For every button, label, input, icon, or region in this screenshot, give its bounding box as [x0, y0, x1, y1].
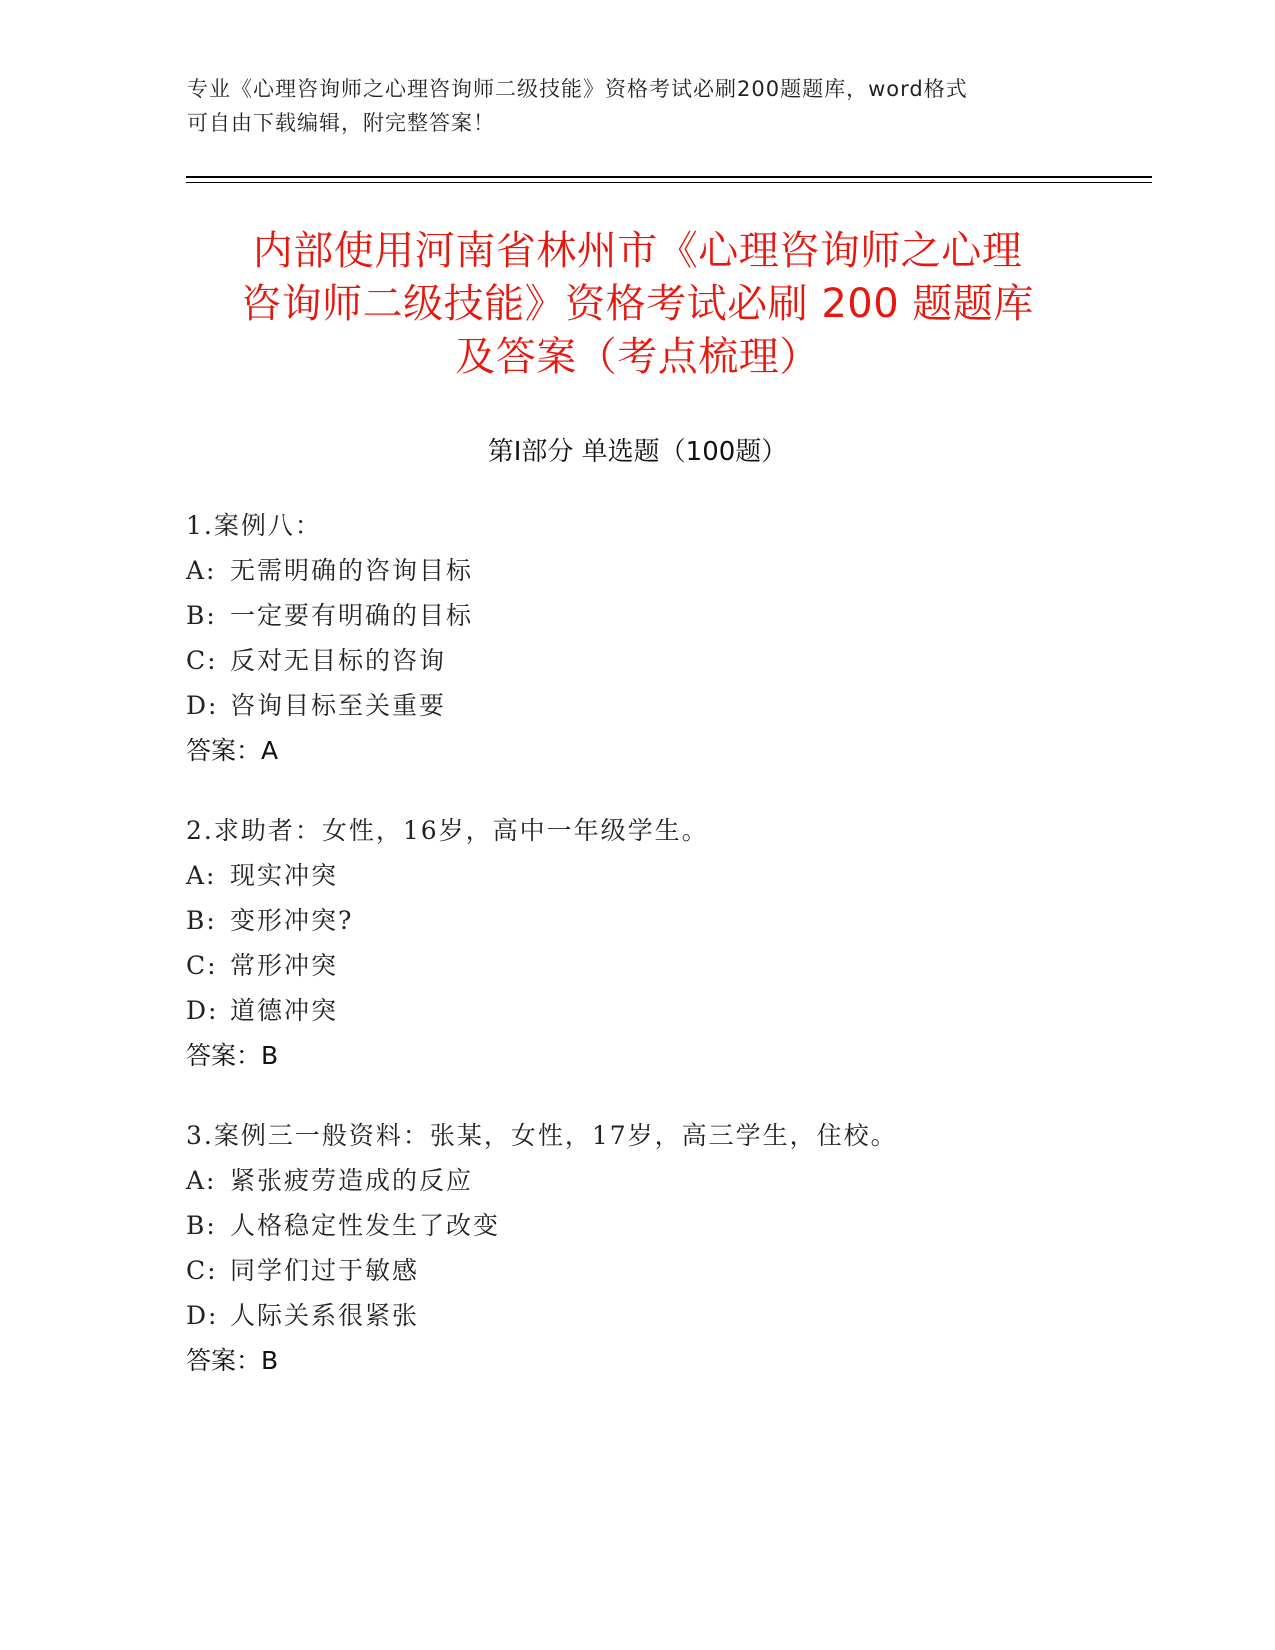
option-text: 人格稳定性发生了改变: [230, 1211, 501, 1240]
answer-key: 答案：B: [186, 1041, 279, 1070]
answer-option: [186, 943, 1086, 988]
option-text: 道德冲突: [230, 996, 339, 1025]
option-text: 一定要有明确的目标: [230, 601, 474, 630]
option-letter: B:: [186, 1211, 217, 1240]
option-letter: D:: [186, 996, 219, 1025]
answer-option: [186, 853, 1086, 898]
option-letter: C:: [186, 646, 218, 675]
option-text: 紧张疲劳造成的反应: [230, 1166, 474, 1195]
option-letter: A:: [186, 556, 217, 585]
option-letter: A:: [186, 1166, 217, 1195]
option-text: 现实冲突: [230, 861, 339, 890]
question-stem: 3.案例三一般资料：张某，女性，17岁，高三学生，住校。: [186, 1121, 898, 1150]
answer-option: [186, 683, 1086, 728]
title-line: 内部使用河南省林州市《心理咨询师之心理: [252, 228, 1023, 274]
answer-option: [186, 1293, 1086, 1338]
option-letter: D:: [186, 691, 219, 720]
option-letter: B:: [186, 601, 217, 630]
header-note-line: 专业《心理咨询师之心理咨询师二级技能》资格考试必刷200题题库，word格式: [187, 77, 968, 101]
question-item: [186, 1113, 1086, 1383]
title-line: 咨询师二级技能》资格考试必刷 200 题题库: [241, 281, 1034, 327]
answer-option: [186, 548, 1086, 593]
option-letter: C:: [186, 951, 218, 980]
question-stem: 1.案例八：: [186, 511, 322, 540]
option-text: 变形冲突?: [230, 906, 354, 935]
option-letter: D:: [186, 1301, 219, 1330]
answer-option: [186, 898, 1086, 943]
question-stem: 2.求助者：女性，16岁，高中一年级学生。: [186, 816, 709, 845]
header-note-line: 可自由下载编辑，附完整答案！: [187, 111, 495, 135]
option-letter: C:: [186, 1256, 218, 1285]
option-text: 反对无目标的咨询: [230, 646, 447, 675]
header-note: [187, 72, 1067, 140]
header-divider: [186, 182, 1152, 183]
answer-option: [186, 1248, 1086, 1293]
section-title: 第Ⅰ部分 单选题（100题）: [487, 437, 788, 467]
option-letter: B:: [186, 906, 217, 935]
option-text: 常形冲突: [230, 951, 339, 980]
option-text: 同学们过于敏感: [230, 1256, 420, 1285]
answer-key: 答案：B: [186, 1346, 279, 1375]
document-title: [150, 225, 1125, 384]
answer-option: [186, 1158, 1086, 1203]
answer-option: [186, 1203, 1086, 1248]
answer-option: [186, 593, 1086, 638]
option-letter: A:: [186, 861, 217, 890]
answer-option: [186, 988, 1086, 1033]
option-text: 咨询目标至关重要: [230, 691, 447, 720]
option-text: 人际关系很紧张: [230, 1301, 420, 1330]
title-line: 及答案（考点梳理）: [455, 334, 820, 380]
question-item: [186, 808, 1086, 1078]
option-text: 无需明确的咨询目标: [230, 556, 474, 585]
question-item: [186, 503, 1086, 773]
answer-option: [186, 638, 1086, 683]
header-divider: [186, 176, 1152, 178]
answer-key: 答案：A: [186, 736, 279, 765]
